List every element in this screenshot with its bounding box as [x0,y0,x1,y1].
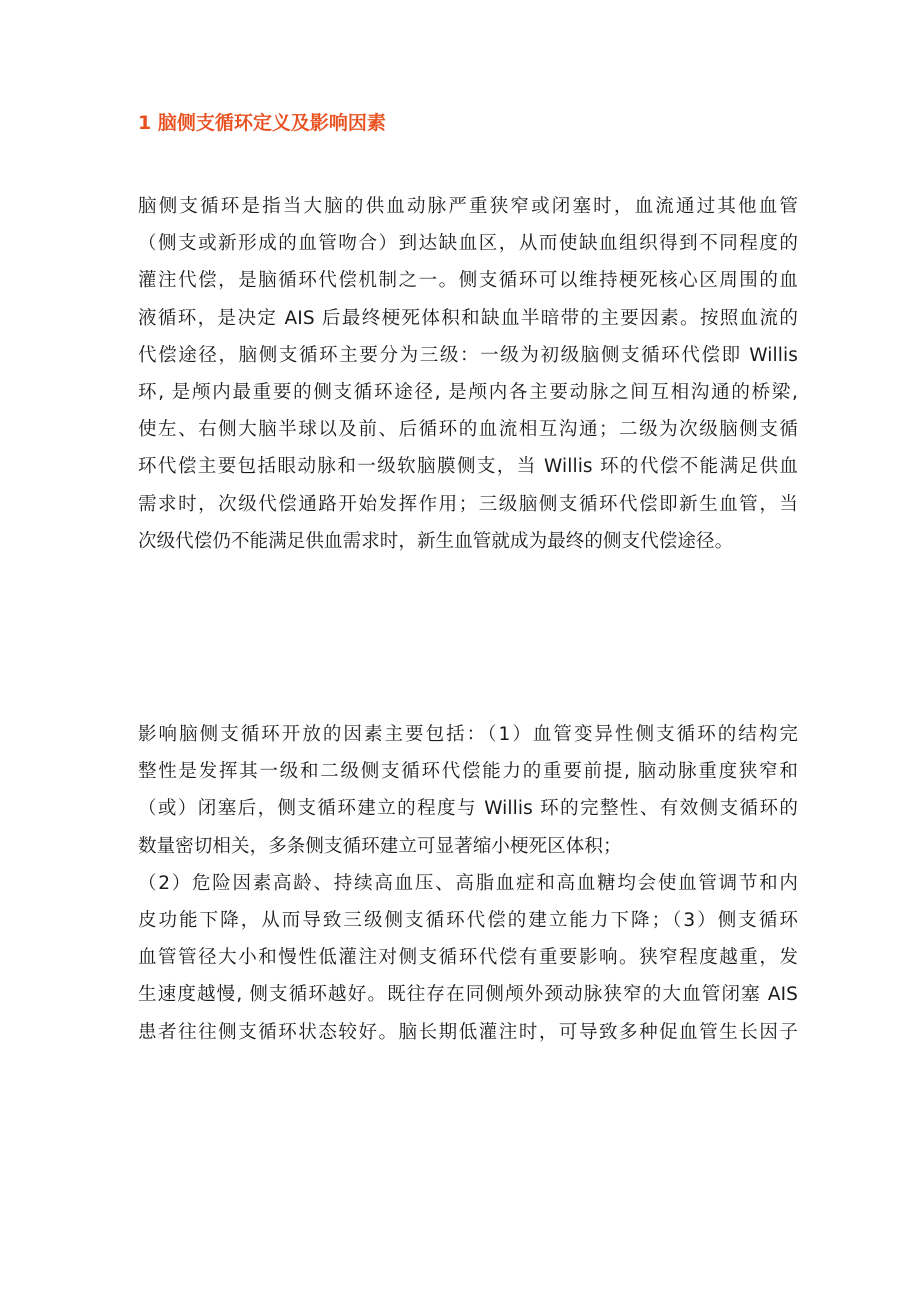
text-line: 患者往往侧支循环状态较好。脑长期低灌注时，可导致多种促血管生长因子 [138,1021,798,1043]
text-line: 代偿途径，脑侧支循环主要分为三级：一级为初级脑侧支循环代偿即 Willis [138,344,798,366]
text-line: 液循环，是决定 AIS 后最终梗死体积和缺血半暗带的主要因素。按照血流的 [138,307,798,329]
paragraph-definition [138,188,798,560]
text-line: 次级代偿仍不能满足供血需求时，新生血管就成为最终的侧支代偿途径。 [138,530,734,552]
text-line: （2）危险因素高龄、持续高血压、高脂血症和高血糖均会使血管调节和内 [138,872,798,894]
text-line: 使左、右侧大脑半球以及前、后循环的血流相互沟通；二级为次级脑侧支循 [138,419,798,441]
text-line: 血管管径大小和慢性低灌注对侧支循环代偿有重要影响。狭窄程度越重，发 [138,947,798,969]
text-line: 灌注代偿，是脑循环代偿机制之一。侧支循环可以维持梗死核心区周围的血 [138,270,798,292]
text-line: （或）闭塞后，侧支循环建立的程度与 Willis 环的完整性、有效侧支循环的 [138,798,798,820]
text-line: 生速度越慢, 侧支循环越好。既往存在同侧颅外颈动脉狭窄的大血管闭塞 AIS [138,984,798,1006]
section-heading: 1 脑侧支循环定义及影响因素 [138,112,386,134]
text-line: 整性是发挥其一级和二级侧支循环代偿能力的重要前提, 脑动脉重度狭窄和 [138,761,798,783]
text-line: 影响脑侧支循环开放的因素主要包括：（1）血管变异性侧支循环的结构完 [138,724,798,745]
text-line: 需求时，次级代偿通路开始发挥作用；三级脑侧支循环代偿即新生血管，当 [138,493,798,515]
text-line: （侧支或新形成的血管吻合）到达缺血区，从而使缺血组织得到不同程度的 [138,233,798,255]
text-line: 数量密切相关，多条侧支循环建立可显著缩小梗死区体积； [138,835,622,857]
paragraph-influencing-factors [138,716,798,1051]
text-line: 皮功能下降，从而导致三级侧支循环代偿的建立能力下降；（3）侧支循环 [138,909,798,931]
text-line: 脑侧支循环是指当大脑的供血动脉严重狭窄或闭塞时，血流通过其他血管 [138,196,798,217]
text-line: 环, 是颅内最重要的侧支循环途径, 是颅内各主要动脉之间互相沟通的桥梁, [138,381,798,403]
text-line: 环代偿主要包括眼动脉和一级软脑膜侧支，当 Willis 环的代偿不能满足供血 [138,456,798,478]
